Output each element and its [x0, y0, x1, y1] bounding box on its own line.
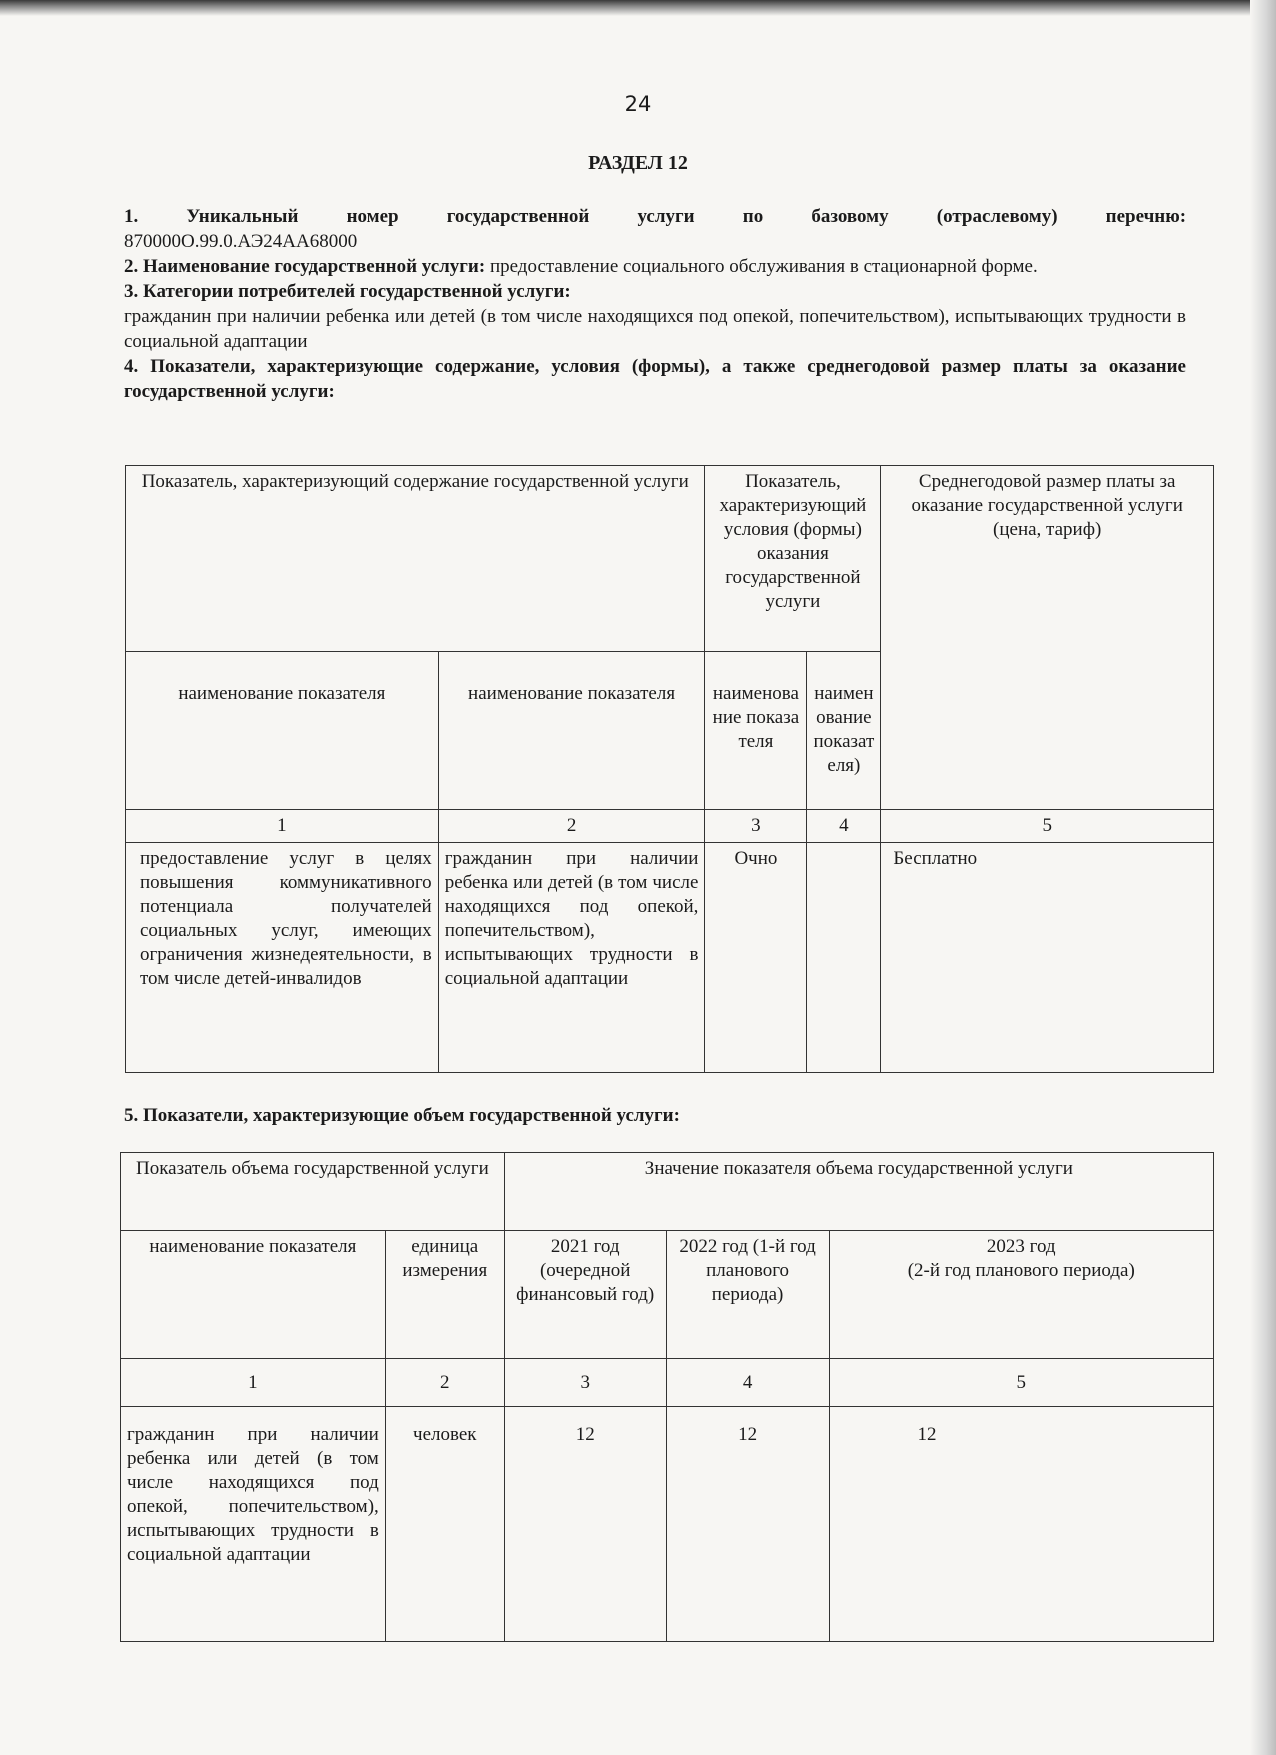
item1-value: 870000О.99.0.АЭ24АА68000 — [124, 231, 358, 252]
col-number-2: 2 — [438, 810, 705, 843]
col-number-2: 2 — [385, 1359, 504, 1407]
header-price: Среднегодовой размер платы за оказание государственной услуги (цена, тариф) — [881, 466, 1214, 810]
header-value: Значение показателя объема государственной услуги — [504, 1153, 1213, 1231]
item3-label: 3. Категории потребителей государственной услуги: — [124, 281, 571, 302]
volume-indicator-name: гражданин при наличии ребенка или детей (в том числе находящихся под опекой, попечительством), испытывающих трудности в социальной адаптации — [121, 1407, 386, 1642]
col-number-1: 1 — [121, 1359, 386, 1407]
service-description — [124, 204, 1186, 404]
page-number: 24 — [624, 92, 652, 116]
subheader-col4: наименование показателя) — [807, 652, 881, 810]
service-content: предоставление услуг в целях повышения коммуникативного потенциала получателей социальных услуг, имеющих ограничения жизнедеятельности, в том числе детей-инвалидов — [126, 843, 439, 1073]
col-number-3: 3 — [705, 810, 807, 843]
col-number-1: 1 — [126, 810, 439, 843]
item5-label: 5. Показатели, характеризующие объем государственной услуги: — [124, 1105, 680, 1126]
col-number-4: 4 — [666, 1359, 829, 1407]
scan-right-edge — [1250, 0, 1276, 1755]
content-conditions-price-table — [125, 465, 1214, 1073]
item3-value: гражданин при наличии ребенка или детей (в том числе находящихся под опекой, попечительством), испытывающих трудности в социальной адаптации — [124, 306, 1186, 352]
volume-indicators-table — [120, 1152, 1214, 1642]
subheader-col2: наименование показателя — [438, 652, 705, 810]
header-indicator: Показатель объема государственной услуги — [121, 1153, 505, 1231]
subheader-2022: 2022 год (1-й год планового периода) — [666, 1231, 829, 1359]
table-row — [126, 843, 1214, 1073]
service-condition-2 — [807, 843, 881, 1073]
service-form: Очно — [705, 843, 807, 1073]
subheader-col3: наименование показателя — [705, 652, 807, 810]
item2-value: предоставление социального обслуживания в стационарной форме. — [489, 256, 1038, 277]
volume-2023: 12 — [829, 1407, 1214, 1642]
volume-unit: человек — [385, 1407, 504, 1642]
subheader-col1: наименование показателя — [126, 652, 439, 810]
item2 — [124, 254, 1186, 279]
item4-label: 4. Показатели, характеризующие содержание, условия (формы), а также среднегодовой размер платы за оказание государственной услуги: — [124, 356, 1186, 402]
volume-2022: 12 — [666, 1407, 829, 1642]
col-number-5: 5 — [881, 810, 1214, 843]
header-content: Показатель, характеризующий содержание государственной услуги — [126, 466, 705, 652]
subheader-name: наименование показателя — [121, 1231, 386, 1359]
subheader-2021: 2021 год (очередной финансовый год) — [504, 1231, 666, 1359]
section-title: РАЗДЕЛ 12 — [588, 152, 688, 174]
col-number-5: 5 — [829, 1359, 1214, 1407]
subheader-2023: 2023 год (2-й год планового периода) — [829, 1231, 1214, 1359]
service-recipient: гражданин при наличии ребенка или детей (в том числе находящихся под опекой, попечительством), испытывающих трудности в социальной адаптации — [438, 843, 705, 1073]
item1-label: 1. Уникальный номер государственной услуги по базовому (отраслевому) перечню: — [124, 206, 1187, 227]
service-price: Бесплатно — [881, 843, 1214, 1073]
table-row — [121, 1407, 1214, 1642]
col-number-4: 4 — [807, 810, 881, 843]
header-conditions: Показатель, характеризующий условия (формы) оказания государственной услуги — [705, 466, 881, 652]
col-number-3: 3 — [504, 1359, 666, 1407]
volume-2021: 12 — [504, 1407, 666, 1642]
scan-top-edge — [0, 0, 1276, 16]
subheader-unit: единица измерения — [385, 1231, 504, 1359]
item2-label: 2. Наименование государственной услуги: — [124, 256, 486, 277]
